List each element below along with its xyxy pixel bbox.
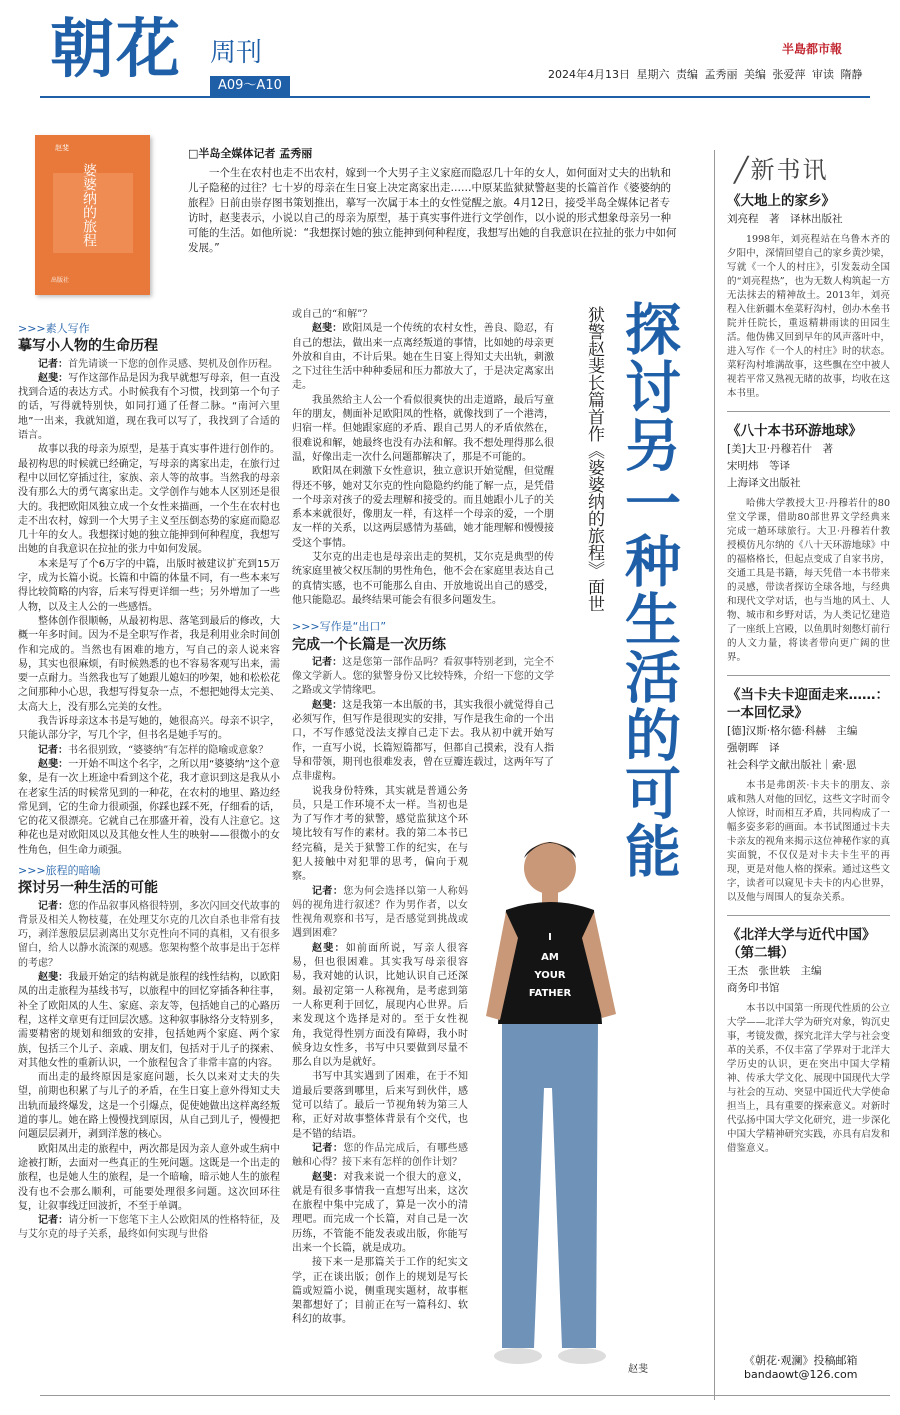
headline-main: 探讨另一种生活的可能	[616, 300, 681, 880]
paragraph	[292, 322, 554, 393]
book-blurb: 1998年，刘亮程站在乌鲁木齐的夕阳中，深情回望自己的家乡黄沙梁，写就《一个人的村庄》，引发轰动全国的“刘亮程热”，也为无数人构筑起一方无法抹去的精神故土。2013年，刘亮程入住新疆木垒菜籽沟村，创办木垒书院并任院长，重返精耕雨读的田园生活。他伪佛又回到早年的风声落叶中，进入写作《一个人的村庄》时的状态。菜籽沟村堆满故事，这些飘在空中被人视若平常又熟视无睹的故事，均收在这本书里。	[727, 234, 890, 399]
paragraph-text: 或自己的“和解”？	[292, 309, 373, 320]
paragraph	[18, 615, 280, 715]
paragraph	[18, 744, 280, 758]
book-divider	[727, 675, 890, 676]
paragraph	[292, 942, 468, 1071]
paragraph-text: 我虽然给主人公一个看似很爽快的出走道路，最后写童年的朋友，侧面补足欧阳凤的性格，就像找到了一个港湾，归宿一样。但她跟家庭的矛盾、跟自己男人的矛盾依然在，很难说和解，她最终也没有办法和解。我不想处理得那么很温，好像出走一次什么问题都解决了，那是不可能的。	[292, 394, 554, 463]
masthead-subtitle: 周刊	[210, 38, 263, 68]
mailbox-label: 《朝花·观澜》投稿邮箱	[744, 1354, 858, 1367]
paragraph	[18, 900, 280, 971]
paragraph	[292, 656, 554, 699]
paragraph	[18, 358, 280, 372]
author-photo	[478, 828, 623, 1378]
byline: □半岛全媒体记者 孟秀丽	[188, 147, 313, 160]
paragraph-text: 一开始不叫这个名字，之所以用“婆婆纳”这个意象，是有一次上班途中看到这个花，我才意识到这是我从小在老家生活的时候常见到的一种花，在农村的地里、路边经常见到，它的生命力很顽强，你踩也踩不死，仔细看的话，它的花又很漂亮。它就自己在那盛开着，没有人注意它。这种花也是对欧阳凤以及其他女性人生的映射——很微小的女性角色，但生命力顽强。	[18, 758, 280, 856]
sidebar-book-list	[727, 192, 890, 1156]
book-meta: [德]汉斯·格尔德·科赫 主编	[727, 725, 858, 737]
book-title: 《大地上的家乡》	[727, 193, 835, 209]
paragraph	[18, 1071, 280, 1142]
paragraph-text: 而出走的最终原因是家庭问题，长久以来对丈夫的失望，前期也积累了与儿子的矛盾，在生日宴上意外得知丈夫出轨而最终爆发，这是一个引爆点，促使她做出这样离经叛道的事儿。她在路上慢慢找到原因，从自己到儿子，慢慢把问题层层剥开，剥到洋葱的核心。	[18, 1072, 280, 1141]
paragraph-text: 本来是写了个6万字的中篇，出版时被建议扩充到15万字，成为长篇小说。长篇和中篇的体量不同，有一些本来写得比较简略的内容，后来写得更详细一些；另外增加了一些人物，以及主人公的一些感悟。	[18, 558, 280, 613]
book-meta: 宋明炜 等译	[727, 460, 790, 472]
paragraph	[18, 1214, 280, 1243]
masthead-title: 朝花	[50, 13, 182, 87]
page-bottom-rule	[40, 1395, 890, 1396]
speaker-label: 赵斐：	[38, 758, 69, 770]
paragraph	[292, 394, 554, 465]
section-body	[292, 308, 554, 608]
paragraph-text: 这是您第一部作品吗？看叙事特别老到，完全不像文学新人。您的狱警身份又比较特殊，介绍一下您的文学之路或文学情缘吧。	[292, 656, 555, 697]
speaker-label: 赵斐：	[312, 942, 346, 954]
section-body	[18, 900, 280, 1243]
paragraph	[292, 1070, 468, 1141]
speaker-label: 记者：	[38, 900, 69, 912]
paragraph-text: 说我身份特殊，其实就是普通公务员，只是工作环境不太一样。当初也是为了写作才考的狱警，感觉监狱这个环境比较有写作的素材。我的第二本书已经完稿，是关于狱警工作的纪实，在与犯人接触中对犯罪的思考，偏向于观察。	[292, 785, 468, 883]
lead-paragraph: 一个生在农村也走不出农村，嫁到一个大男子主义家庭而隐忍几十年的女人，如何面对丈夫的出轨和儿子隐秘的过往？七十岁的母亲在生日宴上决定离家出走……中原某监狱狱警赵斐的长篇首作《婆婆纳的旅程》日前由崇存图书策划推出，摹写一次属于本土的女性觉醒之旅。4月12日，接受半岛全媒体记者专访时，赵斐表示，小说以自己的母亲为原型，基于真实事件进行文学创作，以小说的形式想象母亲另一种可能的生活。如他所说：“我想探讨她的独立能抻到何种程度，我想写出她的自我意识在拉扯的张力中如何发展。”	[188, 167, 677, 254]
book-entry	[727, 686, 890, 905]
book-meta: 社会科学文献出版社｜索·恩	[727, 759, 857, 771]
photo-caption: 赵斐	[628, 1364, 648, 1375]
speaker-label: 记者：	[38, 744, 68, 756]
section-heading: 摹写小人物的生命历程	[18, 338, 158, 355]
paragraph-text: 请分析一下您笔下主人公欧阳凤的性格特征，及与艾尔克的母子关系，最终如何实现与世俗	[18, 1215, 281, 1241]
paragraph	[18, 1143, 280, 1214]
speaker-label: 记者：	[312, 885, 344, 897]
speaker-label: 赵斐：	[38, 372, 69, 384]
paragraph	[292, 699, 554, 785]
paragraph	[292, 308, 554, 322]
shirt-text-line: I	[548, 932, 552, 943]
article-column-1	[18, 322, 280, 1243]
paragraph-text: 这是我第一本出版的书，其实我很小就觉得自己必须写作，但写作是很现实的安排，写作是我生命的一个出口，不写作感觉没法支撑自己走下去。我从初中就开始写作，一直写小说，长篇短篇都写，但都自己摸索，没有人指导和带领，期刊也很难发表，曾在豆瓣连载过，这两年写了点非虚构。	[292, 699, 555, 783]
book-meta: 商务印书馆	[727, 982, 780, 994]
book-meta: 王杰 张世轶 主编	[727, 965, 822, 977]
speaker-label: 记者：	[38, 1215, 69, 1227]
paragraph	[18, 758, 280, 858]
section-body	[18, 358, 280, 858]
paragraph-text: 您的作品完成后，有哪些感触和心得？接下来有怎样的创作计划？	[292, 1142, 469, 1169]
shirt-text-line: AM	[541, 952, 559, 963]
section-kicker: >>>写作是“出口”	[292, 620, 387, 634]
paragraph	[292, 1256, 468, 1327]
paragraph	[292, 885, 468, 942]
mailbox-notice	[744, 1352, 858, 1381]
sidebar-label: ╱新书讯	[734, 156, 829, 184]
paragraph	[292, 1171, 468, 1257]
paragraph-text: 接下来一是那篇关于工作的纪实文学，正在谈出版；创作上的规划是写长篇或短篇小说，侧重现实题材，故事框架都想好了；目前正在写一篇科幻、软科幻的故事。	[292, 1257, 468, 1326]
paragraph-text: 书写中其实遇到了困难，在于不知道最后要落到哪里，后来写到伙伴，感觉可以结了。最后一节视角转为第三人称，正好对故事整体背景有个交代，也是不错的结语。	[292, 1071, 468, 1140]
book-meta: [美]大卫·丹穆若什 著	[727, 443, 834, 455]
page-range-badge: A09～A10	[210, 76, 290, 96]
paragraph-text: 写作这部作品是因为我早就想写母亲，但一直没找到合适的表达方式。小时候我有个习惯，找到第一个句子的话，写得就特别快，如同打通了任督二脉。“南河六里地”一出来，我就知道，现在我可以写了，我找到了合适的语言。	[18, 372, 281, 442]
book-meta: 刘亮程 著 译林出版社	[727, 213, 843, 225]
paragraph-text: 欧阳凤是一个传统的农村女性，善良、隐忍，有自己的想法，做出来一点离经叛道的事情，比如她的母亲更外放和自由，不计后果。她在生日宴上得知丈夫出轨，刺激之下过往生活中种种委屈和压力都放大了，于是决定离家出走。	[292, 323, 555, 392]
book-entry	[727, 422, 890, 665]
paragraph	[292, 1142, 468, 1171]
paragraph	[292, 785, 468, 885]
paragraph-text: 如前面所说，写亲人很容易，但也很困难。其实我写母亲很容易，我对她的认识，比她认识自己还深刻。最初定第一人称视角，是考虑到第一人称更利于回忆，展现内心世界。后来发现这个选择是对的。至于女性视角，我觉得性别方面没有障碍，我小时候身边女性多，书写中只要做到尽量不那么自以为是就好。	[292, 942, 469, 1069]
paragraph-text: 我最开始定的结构就是旅程的线性结构，以欧阳凤的出走旅程为基线书写，以旅程中的回忆穿插各种往事，补全了欧阳凤的人生、家庭、亲友等，包括她自己的心路历程，这样文章更有迂回层次感。这种叙事脉络分支特别多，需要精密的规划和细致的安排，包括她两个家庭、两个家族，包括三个儿子、亲戚、朋友们，包括对于儿子的探索、对其他女性的重新认识，一个旅程包含了非常丰富的内容。	[18, 972, 281, 1069]
paragraph-text: 您为何会选择以第一人称妈妈的视角进行叙述？作为男作者，以女性视角观察和书写，是否感觉到挑战或遇到困难？	[292, 885, 469, 940]
paragraph-text: 您的作品叙事风格很特别，多次闪回交代故事的背景及相关人物枝蔓，在处理艾尔克的几次自杀也非常有技巧，剥洋葱般层层剥离出艾尔克性向不同的真相，又有很多留白，给人以静水流深的观感。您架构整个故事是出于怎样的考虑？	[18, 900, 281, 969]
shirt-text-line: FATHER	[528, 988, 572, 999]
paragraph-text: 故事以我的母亲为原型，是基于真实事件进行创作的。最初构思的时候就已经确定，写母亲的离家出走，在旅行过程中以回忆穿插过往，家族、亲人等的故事。当然我的母亲没有那么大的勇气离家出走。文学创作与她本人区别还是很大的。我把欧阳凤独立成一个女性来描画，一个生在农村也走不出农村，嫁到一个大男子主义至压倒态势的家庭而隐忍几十年的女人。我想探讨她的独立能抻到何种程度，我想写出她的自我意识在拉扯的张力中如何发展。	[18, 444, 280, 556]
paragraph-text: 我告诉母亲这本书是写她的，她很高兴。母亲不识字，只能认部分字，写几个字，但书名是她手写的。	[18, 716, 280, 742]
book-divider	[727, 411, 890, 412]
paragraph	[18, 715, 280, 744]
sidebar-divider	[714, 150, 715, 1400]
shirt-text-line: YOUR	[534, 970, 566, 981]
section-heading: 探讨另一种生活的可能	[18, 880, 158, 897]
book-entry	[727, 192, 890, 401]
newspaper-logo: 半島都市報	[782, 42, 843, 56]
book-blurb: 本书以中国第一所现代性质的公立大学——北洋大学为研究对象，钩沉史事，考镜发微，探究北洋大学与社会变革的关系，不仅丰富了学界对于北洋大学历史的认识，更在突出中国大学精神、传承大学文化、展现中国现代大学与社会的互动、突显中国近代大学使命担当上，具有重要的探索意义。对新时代弘扬中国大学文化研究，进一步深化中国大学精神研究实践，亦具有启发和借鉴意义。	[727, 1003, 890, 1154]
section-heading: 完成一个长篇是一次历练	[292, 636, 446, 653]
paragraph-text: 对我来说一个很大的意义，就是有很多事情我一直想写出来，这次在旅程中集中完成了，算是一次小的清理吧。而完成一个长篇，对自己是一次历练，不管能不能发表或出版，你能写出来一个长篇，就是成功。	[292, 1171, 469, 1254]
paragraph-text: 首先请谈一下您的创作灵感、契机及创作历程。	[68, 358, 278, 370]
mailbox-email[interactable]: bandaowt@126.com	[744, 1368, 858, 1381]
cover-publisher: 出版社	[51, 277, 70, 284]
book-blurb: 本书是弗朗茨·卡夫卡的朋友、亲戚和熟人对他的回忆，这些文字时而令人惊讶，时而相互矛盾，共同构成了一幅多姿多彩的画面。本书试图通过卡夫卡亲友的视角来揭示这位神秘作家的真实面貌，不仅仅是对卡夫卡生平的再现，更是对他人格的探索。通过这些文字，读者可以窥见卡夫卡的内心世界，以及他与周围人的复杂关系。	[727, 780, 890, 903]
headline-subtitle: 狱警赵斐长篇首作《婆婆纳的旅程》面世	[584, 306, 604, 612]
paragraph	[292, 465, 554, 551]
speaker-label: 记者：	[312, 1142, 344, 1154]
speaker-label: 记者：	[312, 656, 343, 668]
speaker-label: 赵斐：	[312, 699, 343, 711]
paragraph-text: 欧阳凤出走的旅程中，两次都是因为亲人意外或生病中途被打断，去面对一些真正的生死问题。这既是一个出走的旅程，也是她人生的旅程，是一个暗喻，暗示她人生的旅程没有也不会那么顺利，可能要处理很多问题。这次回环往复，让叙事线迂回波折，不至于单调。	[18, 1143, 280, 1212]
book-entry	[727, 926, 890, 1156]
book-divider	[727, 915, 890, 916]
paragraph	[18, 971, 280, 1071]
speaker-label: 赵斐：	[312, 1171, 344, 1183]
book-title: 《八十本书环游地球》	[727, 423, 862, 439]
masthead-rule	[40, 96, 870, 98]
speaker-label: 记者：	[38, 358, 68, 370]
paragraph	[18, 443, 280, 557]
book-title: 《北洋大学与近代中国》（第二辑）	[727, 927, 876, 961]
paragraph-text: 欧阳凤在刺激下女性意识，独立意识开始觉醒，但觉醒得还不够，她对艾尔克的性向隐隐约约能了解一点，是凭借一个母亲对孩子的爱去理解和接受的。而且她跟小儿子的关系本来就很好，像朋友一样，有这样一个母亲的爱，一个朋友一样的关系，以这两层感情为基础，她才能理解和慢慢接受这个事情。	[292, 466, 554, 549]
cover-title: 婆婆纳的旅程	[81, 163, 97, 247]
paragraph	[18, 372, 280, 443]
paragraph	[18, 558, 280, 615]
book-title: 《当卡夫卡迎面走来……：一本回忆录》	[727, 687, 889, 721]
speaker-label: 赵斐：	[38, 972, 69, 984]
book-meta: 强朝晖 译	[727, 742, 780, 754]
section-kicker: >>>素人写作	[18, 322, 90, 335]
book-blurb: 哈佛大学教授大卫·丹穆若什的80堂文学课，借助80部世界文学经典来完成一趟环球旅行。大卫·丹穆若什教授模仿凡尔纳的《八十天环游地球》中的福格格长，但起点变成了自家书房，交通工具是书籍，每天凭借一本书带来的灵感，带读者探访全球各地，与经典和现代文学对话，也与当地的风土、人物、城市和乡野对话，为人类记忆建造了一座纸上宫殿，以鱼肌时刻憋灯前行的人文力量，将读者带向更广阔的世界。	[727, 498, 890, 663]
dateline: 2024年4月13日 星期六 责编 孟秀丽 美编 张爱萍 审读 隋静	[548, 68, 863, 81]
cover-author: 赵斐	[55, 144, 69, 152]
paragraph	[292, 551, 554, 608]
paragraph-text: 艾尔克的出走也是母亲出走的契机，艾尔克是典型的传统家庭里被父权压制的男性角色，他不会在家庭里表达自己的真情实感，也不可能那么自由、开放地说出自己的感受，他只能隐忍。最终结果可能会有很多问题发生。	[292, 552, 554, 606]
book-cover-image	[35, 135, 150, 295]
book-meta: 上海译文出版社	[727, 477, 801, 489]
paragraph-text: 书名很别致，“婆婆纳”有怎样的隐喻或意象？	[68, 744, 269, 756]
section-kicker: >>>旅程的暗喻	[18, 863, 101, 877]
paragraph-text: 整体创作很顺畅，从最初构思、落笔到最后的修改，大概一年多时间。因为不是全职写作者，我是利用业余时间创作和完成的。当然也有困难的地方，写自己的亲人说来容易，其实也很麻烦，有时候熟悉的也不容易客观写出来，需要一点耐力。当然我也写了她跟儿媳妇的吵架，她和松松花之间那种小心思，我想写得复杂一点，不想把她得太完美、太高大上，没有那么完美的女性。	[18, 615, 280, 713]
speaker-label: 赵斐：	[312, 323, 343, 335]
